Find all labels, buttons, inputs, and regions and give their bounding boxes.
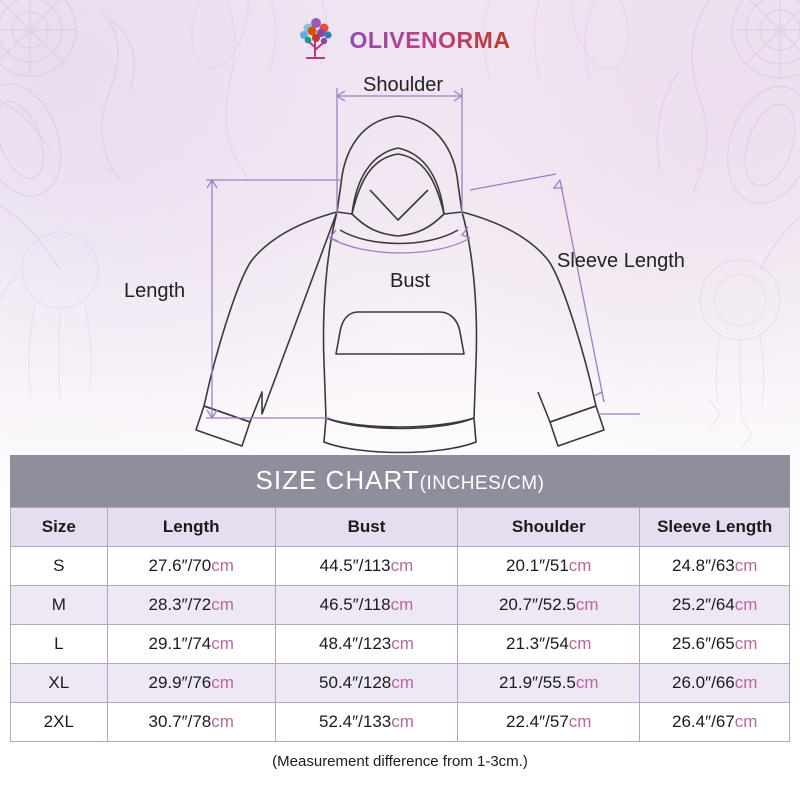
table-row xyxy=(11,625,790,664)
table-row xyxy=(11,547,790,586)
cell-shoulder xyxy=(458,664,640,703)
value-cm: cm xyxy=(734,634,758,653)
cell-sleeve xyxy=(640,625,790,664)
table-header-row xyxy=(11,508,790,547)
cell-size: M xyxy=(11,586,108,625)
cell-size: S xyxy=(11,547,108,586)
brand-logo xyxy=(0,14,800,66)
value-in: 22.4″/57 xyxy=(506,712,569,731)
value-cm: cm xyxy=(211,712,234,731)
size-table xyxy=(10,507,790,742)
value-in: 48.4″/123 xyxy=(319,634,392,653)
cell-length xyxy=(107,664,275,703)
cell-length xyxy=(107,703,275,742)
size-chart-title-main: SIZE CHART xyxy=(255,465,420,495)
value-cm: cm xyxy=(390,595,414,614)
value-cm: cm xyxy=(211,634,234,653)
table-row xyxy=(11,586,790,625)
value-in: 26.4″/67 xyxy=(671,712,735,731)
value-cm: cm xyxy=(211,673,234,692)
cell-size: XL xyxy=(11,664,108,703)
column-header-sleeve-length: Sleeve Length xyxy=(640,508,790,547)
table-row xyxy=(11,664,790,703)
value-cm: cm xyxy=(568,634,592,653)
cell-sleeve xyxy=(640,547,790,586)
value-in: 21.3″/54 xyxy=(506,634,569,653)
cell-size: 2XL xyxy=(11,703,108,742)
brand-name: OLIVENORMA xyxy=(349,26,511,53)
value-cm: cm xyxy=(568,712,592,731)
value-in: 20.1″/51 xyxy=(506,556,569,575)
cell-size: L xyxy=(11,625,108,664)
value-in: 44.5″/113 xyxy=(319,556,391,575)
value-in: 21.9″/55.5 xyxy=(498,673,576,692)
value-in: 50.4″/128 xyxy=(319,673,392,692)
value-cm: cm xyxy=(734,556,758,575)
size-chart-title xyxy=(10,455,790,507)
value-in: 26.0″/66 xyxy=(671,673,735,692)
cell-length xyxy=(107,625,275,664)
label-bust: Bust xyxy=(390,270,431,292)
cell-sleeve xyxy=(640,586,790,625)
cell-shoulder xyxy=(458,703,640,742)
value-cm: cm xyxy=(734,595,758,614)
tree-logo-icon xyxy=(290,14,342,66)
column-header-length: Length xyxy=(107,508,275,547)
cell-bust xyxy=(275,547,457,586)
value-cm: cm xyxy=(391,712,414,731)
value-cm: cm xyxy=(575,673,599,692)
measurement-note: (Measurement difference from 1-3cm.) xyxy=(272,753,528,770)
cell-bust xyxy=(275,703,457,742)
value-cm: cm xyxy=(568,556,592,575)
value-cm: cm xyxy=(391,673,414,692)
value-in: 28.3″/72 xyxy=(148,595,212,614)
value-in: 24.8″/63 xyxy=(671,556,735,575)
cell-shoulder xyxy=(458,586,640,625)
cell-sleeve xyxy=(640,664,790,703)
size-chart xyxy=(10,455,790,770)
value-in: 25.6″/65 xyxy=(671,634,735,653)
cell-shoulder xyxy=(458,625,640,664)
column-header-shoulder: Shoulder xyxy=(458,508,640,547)
value-cm: cm xyxy=(391,634,414,653)
cell-shoulder xyxy=(458,547,640,586)
value-cm: cm xyxy=(734,673,758,692)
size-chart-title-units: (INCHES/CM) xyxy=(419,473,545,494)
value-in: 29.9″/76 xyxy=(148,673,212,692)
column-header-bust: Bust xyxy=(275,508,457,547)
value-in: 46.5″/118 xyxy=(319,595,391,614)
cell-length xyxy=(107,586,275,625)
label-shoulder: Shoulder xyxy=(363,74,444,96)
value-in: 29.1″/74 xyxy=(148,634,212,653)
cell-bust xyxy=(275,625,457,664)
cell-bust xyxy=(275,586,457,625)
value-cm: cm xyxy=(575,595,599,614)
value-in: 20.7″/52.5 xyxy=(498,595,576,614)
cell-sleeve xyxy=(640,703,790,742)
cell-bust xyxy=(275,664,457,703)
value-in: 27.6″/70 xyxy=(148,556,212,575)
label-sleeve-length: Sleeve Length xyxy=(557,250,685,272)
cell-length xyxy=(107,547,275,586)
label-length: Length xyxy=(124,280,186,302)
value-in: 30.7″/78 xyxy=(148,712,212,731)
value-cm: cm xyxy=(734,712,758,731)
value-in: 52.4″/133 xyxy=(319,712,392,731)
table-row xyxy=(11,703,790,742)
measurement-diagram xyxy=(0,62,800,454)
value-cm: cm xyxy=(211,595,234,614)
value-in: 25.2″/64 xyxy=(671,595,735,614)
column-header-size: Size xyxy=(11,508,108,547)
value-cm: cm xyxy=(211,556,234,575)
value-cm: cm xyxy=(390,556,414,575)
